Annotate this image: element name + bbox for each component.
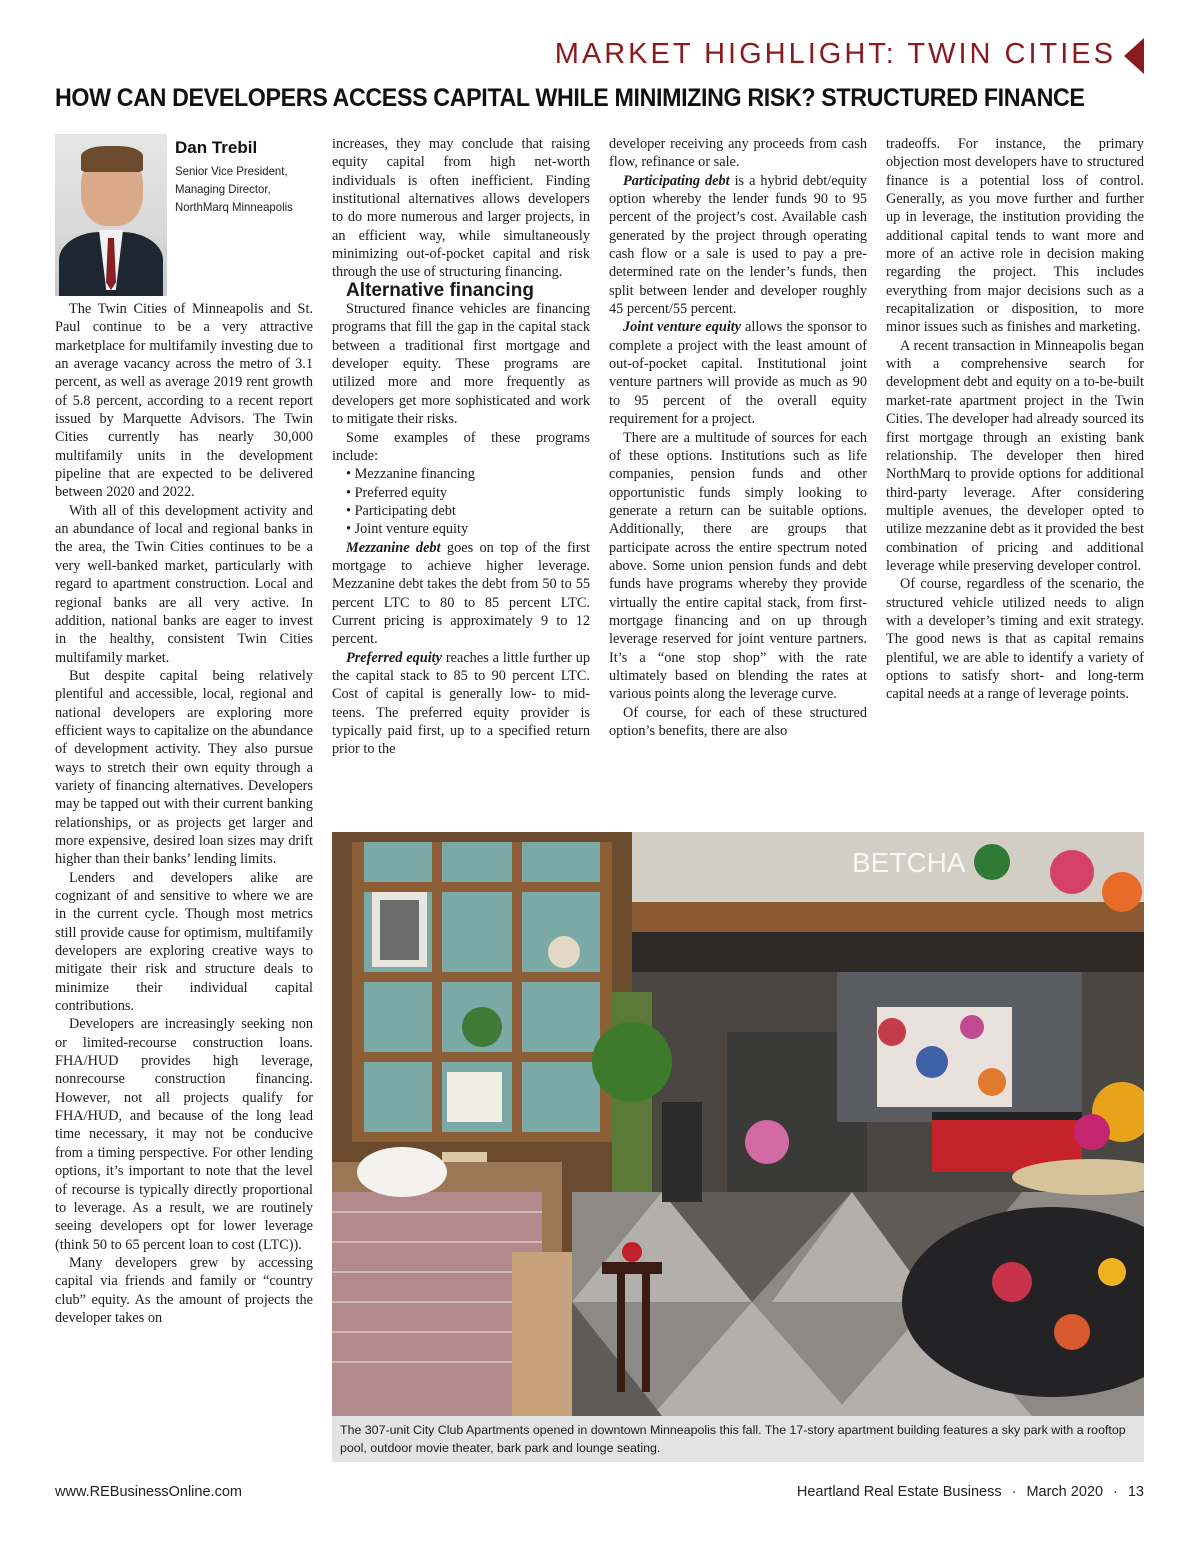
paragraph xyxy=(332,539,590,649)
paragraph: With all of this development activity and an abundance of local and regional banks in the area, the Twin Cities continues to be a very well-banked market, particularly with regard to apartment construction. Local and regional banks are all very active. In addition, national banks are eager to invest in the healthy, consistent Twin Cities multifamily market. xyxy=(55,502,313,666)
footer-website: www.REBusinessOnline.com xyxy=(55,1484,242,1500)
paragraph: Lenders and developers alike are cognizant of and sensitive to where we are in the current cycle. Though most metrics still provide cause for optimism, multifamily developers are exploring creative ways to mitigate their risk and structure deals to minimize their individual capital contributions. xyxy=(55,869,313,1015)
author-title-line: NorthMarq Minneapolis xyxy=(175,200,293,214)
footer-publication-info: Heartland Real Estate Business · March 2020 · 13 xyxy=(796,1484,1144,1500)
paragraph: Of course, regardless of the scenario, the structured vehicle utilized needs to align with a developer’s timing and exit strategy. The good news is that as capital remains plentiful, we are able to identify a variety of options to satisfy short- and long-term capital needs at a range of leverage points. xyxy=(886,576,1144,703)
photo-caption: The 307-unit City Club Apartments opened in downtown Minneapolis this fall. The 17-story apartment building features a sky park with a rooftop pool, outdoor movie theater, bark park and lounge seating. xyxy=(340,1423,1126,1455)
term-mezzanine: Mezzanine debt xyxy=(346,539,441,556)
list-item: • Participating debt xyxy=(346,502,456,519)
paragraph xyxy=(609,172,867,319)
paragraph: developer receiving any proceeds from cash flow, refinance or sale. xyxy=(609,136,867,171)
author-name: Dan Trebil xyxy=(175,138,258,157)
term-text: reaches a little further up the capital stack to 85 to 90 percent LTC. Cost of capital is generally low- to mid-teens. The preferred equity provider is typically paid first, up to a specified return prior to the xyxy=(332,649,590,758)
paragraph: But despite capital being relatively plentiful and accessible, local, regional and national developers are exploring more efficient ways to capitalize on the abundance of development activity. They also pursue ways to stretch their own equity through a variety of financing alternatives. Developers may be tapped out with their current banking relationships, or as projects get larger and more expensive, desired loan sizes may drift higher than their banks’ lending limits. xyxy=(55,667,313,868)
footer-issue: March 2020 xyxy=(1026,1484,1104,1500)
author-title-line: Senior Vice President, xyxy=(175,164,288,178)
footer-publication: Heartland Real Estate Business xyxy=(796,1484,1002,1500)
author-title xyxy=(175,162,293,216)
footer-page-number: 13 xyxy=(1127,1484,1144,1500)
article-column-3 xyxy=(609,135,867,740)
author-box xyxy=(55,134,313,296)
paragraph: Developers are increasingly seeking non or limited-recourse construction loans. FHA/HUD provides high leverage, nonrecourse construction financing. However, not all projects qualify for FHA/HUD, and because of the long lead time necessary, it may not be conducive from a timing perspective. For other lending options, it’s important to note that the level of recourse is typically directly proportional to leverage. As a result, we are routinely seeing developers opt for lower leverage (think 50 to 65 percent loan to cost (LTC)). xyxy=(55,1016,313,1253)
paragraph: Structured finance vehicles are financing programs that fill the gap in the capital stack between a traditional first mortgage and developer equity. These programs are utilized more and more frequently as developers get more sophisticated and work to mitigate their risks. xyxy=(332,301,590,428)
kicker-triangle-icon xyxy=(1124,38,1144,74)
section-kicker: MARKET HIGHLIGHT: TWIN CITIES xyxy=(554,38,1116,70)
list-item: • Preferred equity xyxy=(346,484,448,501)
paragraph: A recent transaction in Minneapolis began with a comprehensive search for development debt and equity on a to-be-built market-rate apartment project in the Twin Cities. The developer had already sourced its first mortgage through an existing bank relationship. The developer then hired NorthMarq to provide options for additional third-party leverage. After considering multiple avenues, the developer opted to utilize mezzanine debt as it provided the best combination of pricing and additional leverage while preserving developer control. xyxy=(886,337,1144,574)
section-subhead: Alternative financing xyxy=(346,279,534,301)
term-text: is a hybrid debt/equity option whereby the lender funds 90 to 95 percent of the project’s cost. Available cash generated by the project through operating cash flow or a sale is used to pay a pre-determined rate on the lender’s funds, then split between lender and developer roughly 45 percent/55 percent. xyxy=(609,172,867,318)
paragraph: There are a multitude of sources for each of these options. Institutions such as life companies, pension funds and other opportunistic funds simply looking to generate a return can be suitable options. Additionally, there are groups that participate across the entire spectrum noted above. Some union pension funds and debt funds have programs whereby they provide virtually the entire capital stack, from first-mortgage financing and on up through leverage reserved for joint venture partners. It’s a “one stop shop” with the rate ultimately based on blending the rates at various points along the leverage curve. xyxy=(609,429,867,703)
betcha-sign: BETCHA xyxy=(852,847,966,878)
author-photo xyxy=(55,134,167,296)
term-participating: Participating debt xyxy=(623,172,730,189)
paragraph: increases, they may conclude that raising equity capital from high net-worth individuals is often inefficient. Finding institutional alternatives allows developers to do more numerous and larger projects, in an efficient way, while simultaneously minimizing out-of-pocket capital and risk through the use of structuring financing. xyxy=(332,136,590,281)
list-item: • Mezzanine financing xyxy=(346,466,475,483)
photo-caption-box xyxy=(332,1416,1144,1462)
term-text: goes on top of the first mortgage to achieve higher leverage. Mezzanine debt takes the debt from 50 to 55 percent LTC to 80 to 85 percent LTC. Current pricing is approximately 9 to 12 percent. xyxy=(332,539,590,648)
list-item: • Joint venture equity xyxy=(346,521,469,538)
author-title-line: Managing Director, xyxy=(175,182,271,196)
article-column-1 xyxy=(55,300,313,1327)
paragraph: The Twin Cities of Minneapolis and St. Paul continue to be a very attractive marketplace for multifamily investing due to an average vacancy across the metro of 3.1 percent, as well as average 2019 rent growth of 5.8 percent, according to a recent report issued by Marquette Advisors. The Twin Cities currently has nearly 30,000 multifamily units in the development pipeline that are expected to be delivered between 2020 and 2022. xyxy=(55,301,313,501)
term-preferred: Preferred equity xyxy=(346,649,442,666)
term-joint-venture: Joint venture equity xyxy=(623,319,742,336)
paragraph: Of course, for each of these structured option’s benefits, there are also xyxy=(609,704,867,739)
paragraph: Some examples of these programs include: xyxy=(332,429,590,464)
article-column-2 xyxy=(332,135,590,759)
paragraph xyxy=(332,649,590,759)
paragraph: tradeoffs. For instance, the primary objection most developers have to structured finance is a potential loss of control. Generally, as you move further and further up in leverage, the institution providing the additional capital tends to want more and more of an active role in decision making regarding the project. This includes everything from major decisions such as a recapitalization or disposition, to more minor issues such as finishes and marketing. xyxy=(886,136,1144,336)
article-headline: HOW CAN DEVELOPERS ACCESS CAPITAL WHILE MINIMIZING RISK? STRUCTURED FINANCE xyxy=(55,84,1085,112)
paragraph: Many developers grew by accessing capital via friends and family or “country club” equity. As the amount of projects the developer takes on xyxy=(55,1254,313,1326)
paragraph xyxy=(609,318,867,428)
term-text: allows the sponsor to complete a project with the least amount of out-of-pocket capital. Institutional joint venture partners will provide as much as 90 to 95 percent of the overall equity requirement for a project. xyxy=(609,319,867,428)
article-column-4 xyxy=(886,135,1144,704)
financing-list xyxy=(332,465,590,538)
lobby-photo xyxy=(332,832,1144,1416)
